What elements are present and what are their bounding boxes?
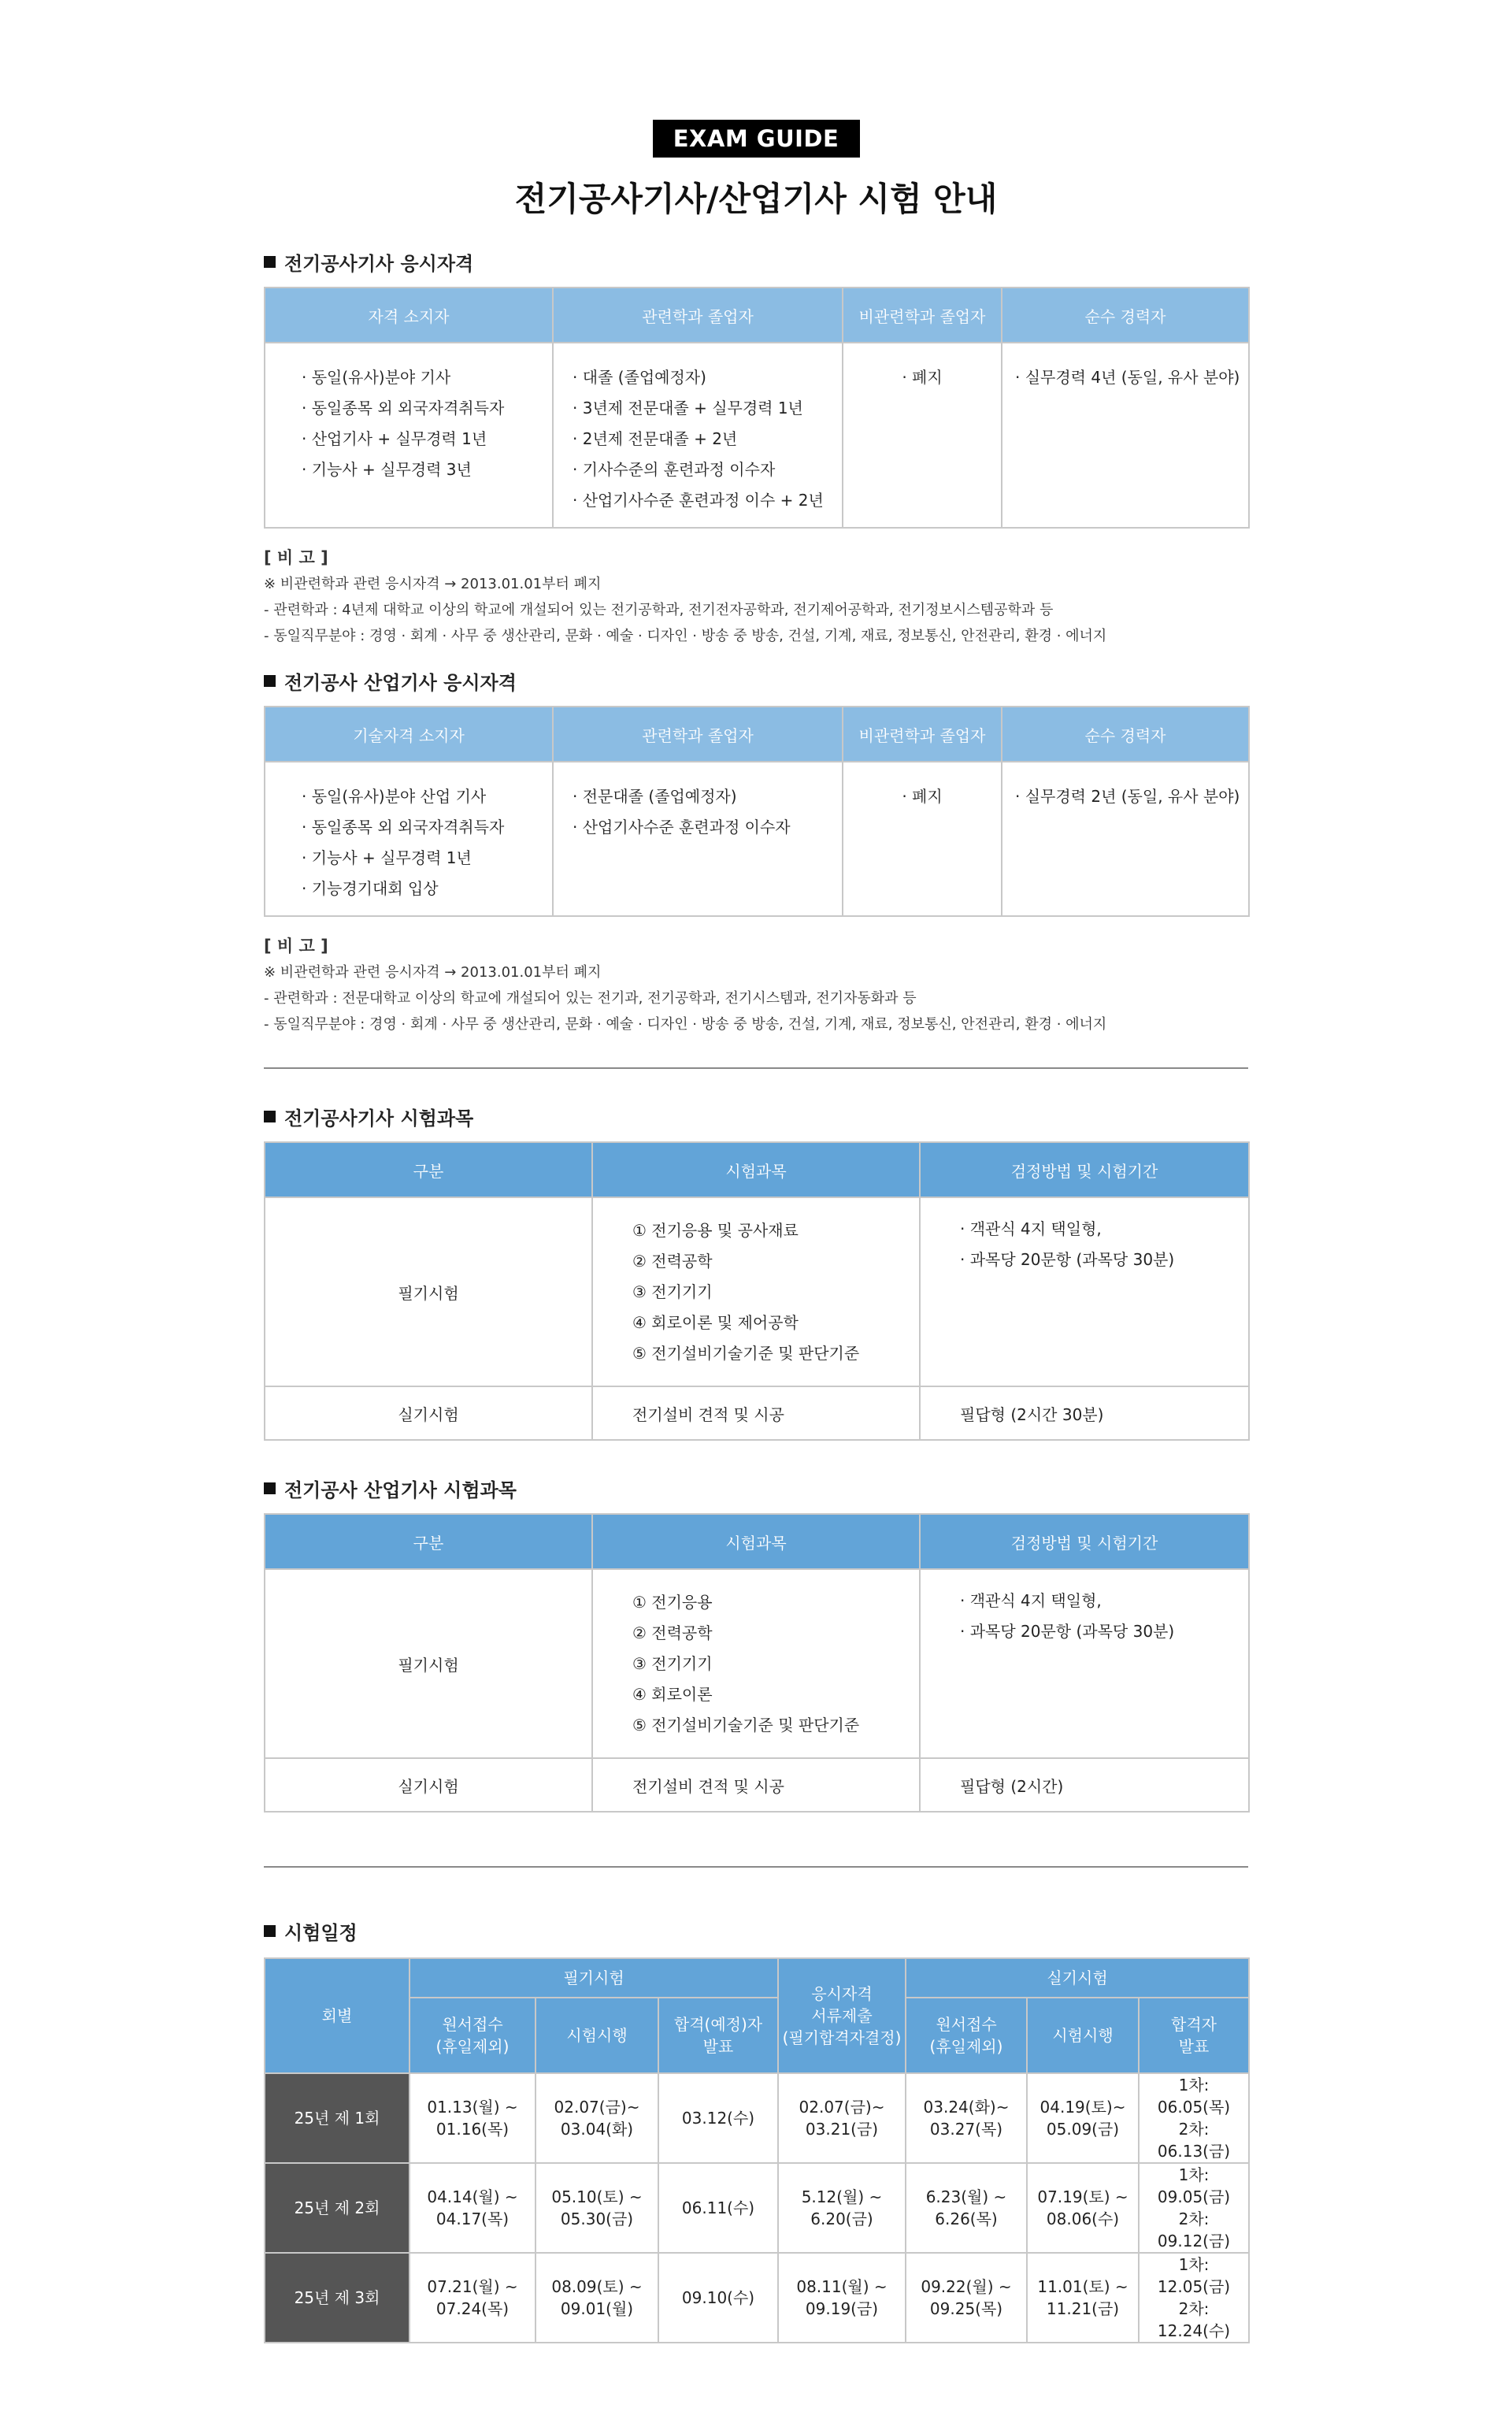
- practical-exam-label: 실기시험: [265, 1386, 592, 1440]
- header-cell: 자격 소지자: [265, 288, 553, 343]
- practical-subject-cell: 전기설비 견적 및 시공: [592, 1758, 920, 1812]
- header-cell: 기술자격 소지자: [265, 707, 553, 762]
- engineer-notes: [ 비 고 ] ※ 비관련학과 관련 응시자격 → 2013.01.01부터 폐지 - 관련학과 : 4년제 대학교 이상의 학교에 개설되어 있는 전기공학과, 전기전자공학과, 전기제어공학과, 전기정보시스템공학과 등 - 동일직무분야 : 경영 · 회계 · 사무 중 생산관리, 문화 · 예술 · 디자인 · 방송 중 방송, 건설, 기계, 재료, 정보통신, 안전관리, 환경 · 에너지: [264, 548, 1107, 644]
- header-cell: 관련학과 졸업자: [553, 707, 843, 762]
- written-subjects-cell: ① 전기응용 ② 전력공학 ③ 전기기기 ④ 회로이론 ⑤ 전기설비기술기준 및 판단기준: [592, 1569, 920, 1758]
- practical-method-cell: 필답형 (2시간 30분): [920, 1386, 1249, 1440]
- header-cell: 구분: [265, 1514, 592, 1569]
- practical-result-cell: 1차: 09.05(금) 2차: 09.12(금): [1139, 2163, 1249, 2253]
- written-exam-label: 필기시험: [265, 1197, 592, 1386]
- section-title-industrial-qualification: 전기공사 산업기사 응시자격: [264, 666, 1248, 695]
- written-apply-cell: 01.13(월) ~ 01.16(목): [410, 2073, 536, 2163]
- header-cell: 시험과목: [592, 1142, 920, 1197]
- industrial-qualification-table: [264, 706, 1250, 917]
- header-cell: 시험과목: [592, 1514, 920, 1569]
- document-cell: 5.12(월) ~ 6.20(금): [778, 2163, 906, 2253]
- round-cell: 25년 제 1회: [265, 2073, 410, 2163]
- exam-guide-page: [264, 0, 1248, 2343]
- table-row: [265, 2163, 1249, 2253]
- unrelated-major-cell: · 폐지: [843, 343, 1002, 528]
- round-cell: 25년 제 2회: [265, 2163, 410, 2253]
- section-divider: [264, 1067, 1248, 1069]
- table-row: [265, 2073, 1249, 2163]
- practical-apply-cell: 09.22(월) ~ 09.25(목): [906, 2253, 1027, 2343]
- section-title-industrial-subjects: 전기공사 산업기사 시험과목: [264, 1474, 1248, 1502]
- header-cell: 검정방법 및 시험기간: [920, 1142, 1249, 1197]
- square-bullet-icon: [264, 1925, 276, 1937]
- header-cell: 관련학과 졸업자: [553, 288, 843, 343]
- practical-exam-cell: 07.19(토) ~ 08.06(수): [1027, 2163, 1139, 2253]
- engineer-qualification-table: [264, 287, 1250, 529]
- unrelated-major-cell: · 폐지: [843, 762, 1002, 916]
- written-subjects-cell: ① 전기응용 및 공사재료 ② 전력공학 ③ 전기기기 ④ 회로이론 및 제어공학 ⑤ 전기설비기술기준 및 판단기준: [592, 1197, 920, 1386]
- written-apply-cell: 07.21(월) ~ 07.24(목): [410, 2253, 536, 2343]
- table-row: [265, 2253, 1249, 2343]
- written-result-cell: 06.11(수): [658, 2163, 778, 2253]
- written-exam-cell: 05.10(토) ~ 05.30(금): [536, 2163, 658, 2253]
- practical-exam-label: 실기시험: [265, 1758, 592, 1812]
- experience-cell: · 실무경력 4년 (동일, 유사 분야): [1002, 343, 1249, 528]
- header-written: 필기시험: [410, 1958, 778, 1998]
- header-cell: 구분: [265, 1142, 592, 1197]
- square-bullet-icon: [264, 1482, 276, 1494]
- written-method-cell: · 객관식 4지 택일형, · 과목당 20문항 (과목당 30분): [920, 1197, 1249, 1386]
- written-exam-cell: 08.09(토) ~ 09.01(월): [536, 2253, 658, 2343]
- header-round: 회별: [265, 1958, 410, 2073]
- header-cell: 검정방법 및 시험기간: [920, 1514, 1249, 1569]
- qualification-holders-cell: · 동일(유사)분야 기사 · 동일종목 외 외국자격취득자 · 산업기사 + 실무경력 1년 · 기능사 + 실무경력 3년: [265, 343, 553, 528]
- related-major-cell: · 대졸 (졸업예정자) · 3년제 전문대졸 + 실무경력 1년 · 2년제 전문대졸 + 2년 · 기사수준의 훈련과정 이수자 · 산업기사수준 훈련과정 이수 + 2년: [553, 343, 843, 528]
- industrial-notes: [ 비 고 ] ※ 비관련학과 관련 응시자격 → 2013.01.01부터 폐지 - 관련학과 : 전문대학교 이상의 학교에 개설되어 있는 전기과, 전기공학과, 전기시스템과, 전기자동화과 등 - 동일직무분야 : 경영 · 회계 · 사무 중 생산관리, 문화 · 예술 · 디자인 · 방송 중 방송, 건설, 기계, 재료, 정보통신, 안전관리, 환경 · 에너지: [264, 937, 1107, 1033]
- document-cell: 08.11(월) ~ 09.19(금): [778, 2253, 906, 2343]
- related-major-cell: · 전문대졸 (졸업예정자) · 산업기사수준 훈련과정 이수자: [553, 762, 843, 916]
- section-title-engineer-qualification: 전기공사기사 응시자격: [264, 247, 1248, 276]
- header-practical: 실기시험: [906, 1958, 1249, 1998]
- written-method-cell: · 객관식 4지 택일형, · 과목당 20문항 (과목당 30분): [920, 1569, 1249, 1758]
- header-written-result: 합격(예정)자 발표: [658, 1998, 778, 2073]
- header-written-apply: 원서접수 (휴일제외): [410, 1998, 536, 2073]
- practical-apply-cell: 03.24(화)~ 03.27(목): [906, 2073, 1027, 2163]
- header-cell: 순수 경력자: [1002, 707, 1249, 762]
- header-cell: 순수 경력자: [1002, 288, 1249, 343]
- header-practical-apply: 원서접수 (휴일제외): [906, 1998, 1027, 2073]
- header-cell: 비관련학과 졸업자: [843, 707, 1002, 762]
- written-apply-cell: 04.14(월) ~ 04.17(목): [410, 2163, 536, 2253]
- square-bullet-icon: [264, 256, 276, 268]
- industrial-subjects-table: [264, 1513, 1250, 1813]
- section-divider: [264, 1866, 1248, 1868]
- section-title-schedule: 시험일정: [264, 1916, 1248, 1945]
- practical-subject-cell: 전기설비 견적 및 시공: [592, 1386, 920, 1440]
- square-bullet-icon: [264, 675, 276, 687]
- header-document-submission: 응시자격 서류제출 (필기합격자결정): [778, 1958, 906, 2073]
- written-result-cell: 09.10(수): [658, 2253, 778, 2343]
- exam-schedule-table: [264, 1957, 1250, 2343]
- experience-cell: · 실무경력 2년 (동일, 유사 분야): [1002, 762, 1249, 916]
- badge-container: [264, 0, 1248, 158]
- practical-result-cell: 1차: 06.05(목) 2차: 06.13(금): [1139, 2073, 1249, 2163]
- header-practical-exam: 시험시행: [1027, 1998, 1139, 2073]
- written-exam-cell: 02.07(금)~ 03.04(화): [536, 2073, 658, 2163]
- practical-method-cell: 필답형 (2시간): [920, 1758, 1249, 1812]
- exam-guide-badge: EXAM GUIDE: [653, 120, 860, 158]
- square-bullet-icon: [264, 1111, 276, 1122]
- written-result-cell: 03.12(수): [658, 2073, 778, 2163]
- engineer-subjects-table: [264, 1141, 1250, 1441]
- practical-exam-cell: 11.01(토) ~ 11.21(금): [1027, 2253, 1139, 2343]
- qualification-holders-cell: · 동일(유사)분야 산업 기사 · 동일종목 외 외국자격취득자 · 기능사 + 실무경력 1년 · 기능경기대회 입상: [265, 762, 553, 916]
- page-title: 전기공사기사/산업기사 시험 안내: [514, 180, 998, 218]
- written-exam-label: 필기시험: [265, 1569, 592, 1758]
- document-cell: 02.07(금)~ 03.21(금): [778, 2073, 906, 2163]
- practical-apply-cell: 6.23(월) ~ 6.26(목): [906, 2163, 1027, 2253]
- header-practical-result: 합격자 발표: [1139, 1998, 1249, 2073]
- round-cell: 25년 제 3회: [265, 2253, 410, 2343]
- practical-result-cell: 1차: 12.05(금) 2차: 12.24(수): [1139, 2253, 1249, 2343]
- practical-exam-cell: 04.19(토)~ 05.09(금): [1027, 2073, 1139, 2163]
- section-title-engineer-subjects: 전기공사기사 시험과목: [264, 1102, 1248, 1130]
- header-written-exam: 시험시행: [536, 1998, 658, 2073]
- header-cell: 비관련학과 졸업자: [843, 288, 1002, 343]
